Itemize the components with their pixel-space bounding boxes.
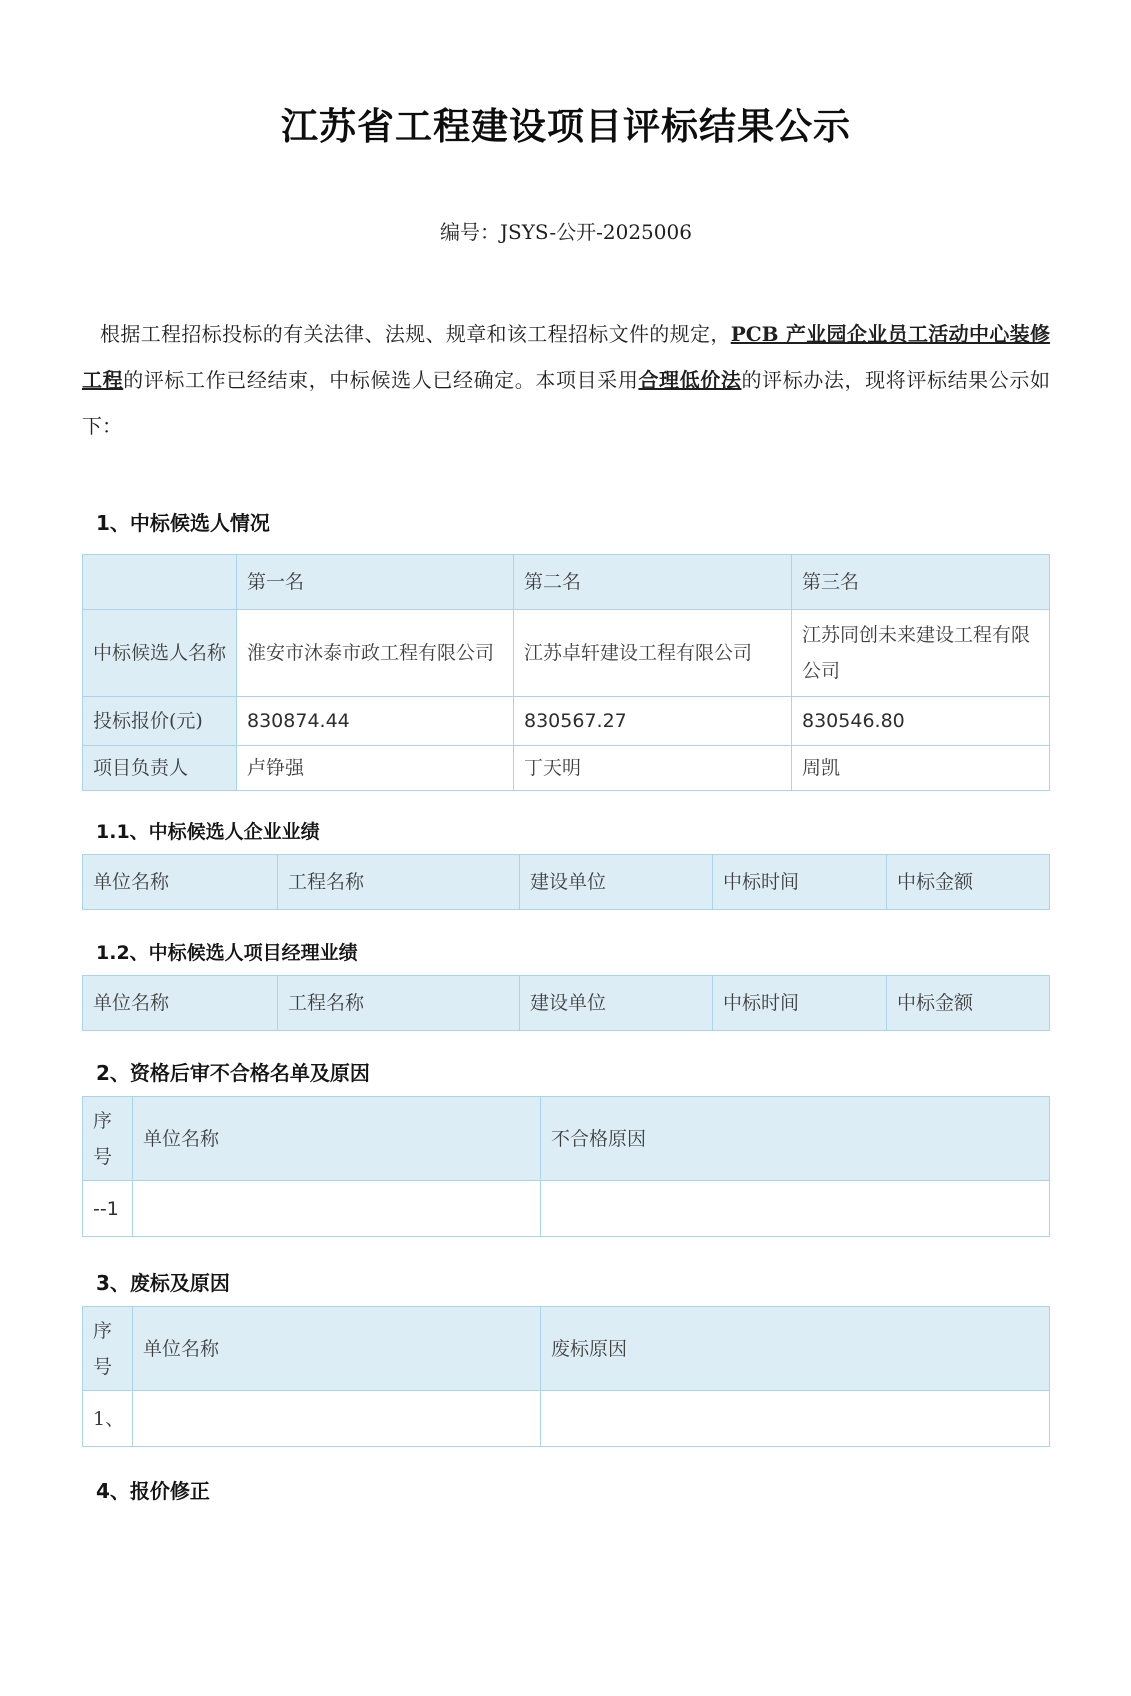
page-title: 江苏省工程建设项目评标结果公示	[281, 104, 851, 148]
column-header-serial-number: 序号	[83, 1307, 133, 1391]
evaluation-method-emphasis: 合理低价法	[638, 368, 742, 392]
candidate-name-2: 江苏卓轩建设工程有限公司	[514, 610, 792, 697]
enterprise-performance-table	[82, 854, 1050, 910]
announcement-document	[0, 96, 1131, 1504]
row-label-bid-price: 投标报价(元)	[83, 697, 237, 746]
bid-price-1: 830874.44	[237, 697, 514, 746]
table-header-row	[83, 555, 1050, 610]
rejected-bids-table	[82, 1306, 1050, 1447]
section-3-heading: 3、废标及原因	[96, 1271, 230, 1296]
section-4-heading: 4、报价修正	[96, 1479, 210, 1504]
table-row	[83, 1391, 1050, 1447]
project-name-emphasis: PCB 产业园企业员工活动中心装修工程	[82, 322, 1051, 392]
serial-number-cell: 1、	[83, 1391, 133, 1447]
document-number: 编号：JSYS-公开-2025006	[440, 220, 692, 244]
table-row-candidate-names	[83, 610, 1050, 697]
column-header-award-amount: 中标金额	[887, 855, 1050, 910]
column-header-construction-unit: 建设单位	[520, 855, 713, 910]
corner-cell	[83, 555, 237, 610]
column-header-second-place: 第二名	[514, 555, 792, 610]
intro-text-3: 的评标办法，现将评标结果公示如下：	[82, 368, 1051, 438]
column-header-project-name: 工程名称	[278, 855, 520, 910]
intro-text-1: 根据工程招标投标的有关法律、法规、规章和该工程招标文件的规定，	[100, 322, 731, 346]
column-header-serial-number: 序号	[83, 1097, 133, 1181]
project-manager-2: 丁天明	[514, 746, 792, 791]
column-header-rejection-reason: 废标原因	[541, 1307, 1050, 1391]
table-row	[83, 1181, 1050, 1237]
unqualified-list-table	[82, 1096, 1050, 1237]
table-header-row	[83, 855, 1050, 910]
intro-text-2: 的评标工作已经结束，中标候选人已经确定。本项目采用	[123, 368, 639, 392]
bid-price-3: 830546.80	[792, 697, 1050, 746]
column-header-unit-name: 单位名称	[133, 1097, 541, 1181]
table-header-row	[83, 1097, 1050, 1181]
project-manager-1: 卢铮强	[237, 746, 514, 791]
row-label-project-manager: 项目负责人	[83, 746, 237, 791]
column-header-award-time: 中标时间	[713, 855, 887, 910]
section-1-1-heading: 1.1、中标候选人企业业绩	[96, 821, 320, 844]
column-header-project-name: 工程名称	[278, 976, 520, 1031]
section-1-heading: 1、中标候选人情况	[96, 511, 270, 535]
section-2-heading: 2、资格后审不合格名单及原因	[96, 1061, 370, 1086]
table-row-project-managers	[83, 746, 1050, 791]
unit-name-cell	[133, 1181, 541, 1237]
unqualified-reason-cell	[541, 1181, 1050, 1237]
column-header-first-place: 第一名	[237, 555, 514, 610]
project-manager-3: 周凯	[792, 746, 1050, 791]
column-header-construction-unit: 建设单位	[520, 976, 713, 1031]
column-header-unit-name: 单位名称	[83, 855, 278, 910]
candidate-name-3: 江苏同创未来建设工程有限公司	[792, 610, 1050, 697]
table-row-bid-prices	[83, 697, 1050, 746]
candidates-table	[82, 554, 1050, 791]
rejection-reason-cell	[541, 1391, 1050, 1447]
bid-price-2: 830567.27	[514, 697, 792, 746]
unit-name-cell	[133, 1391, 541, 1447]
candidate-name-1: 淮安市沐泰市政工程有限公司	[237, 610, 514, 697]
table-header-row	[83, 1307, 1050, 1391]
row-label-candidate-name: 中标候选人名称	[83, 610, 237, 697]
table-header-row	[83, 976, 1050, 1031]
section-1-2-heading: 1.2、中标候选人项目经理业绩	[96, 942, 358, 965]
column-header-unit-name: 单位名称	[133, 1307, 541, 1391]
serial-number-cell: --1	[83, 1181, 133, 1237]
manager-performance-table	[82, 975, 1050, 1031]
column-header-unit-name: 单位名称	[83, 976, 278, 1031]
column-header-award-time: 中标时间	[713, 976, 887, 1031]
column-header-award-amount: 中标金额	[887, 976, 1050, 1031]
column-header-unqualified-reason: 不合格原因	[541, 1097, 1050, 1181]
intro-paragraph	[82, 311, 1050, 449]
column-header-third-place: 第三名	[792, 555, 1050, 610]
